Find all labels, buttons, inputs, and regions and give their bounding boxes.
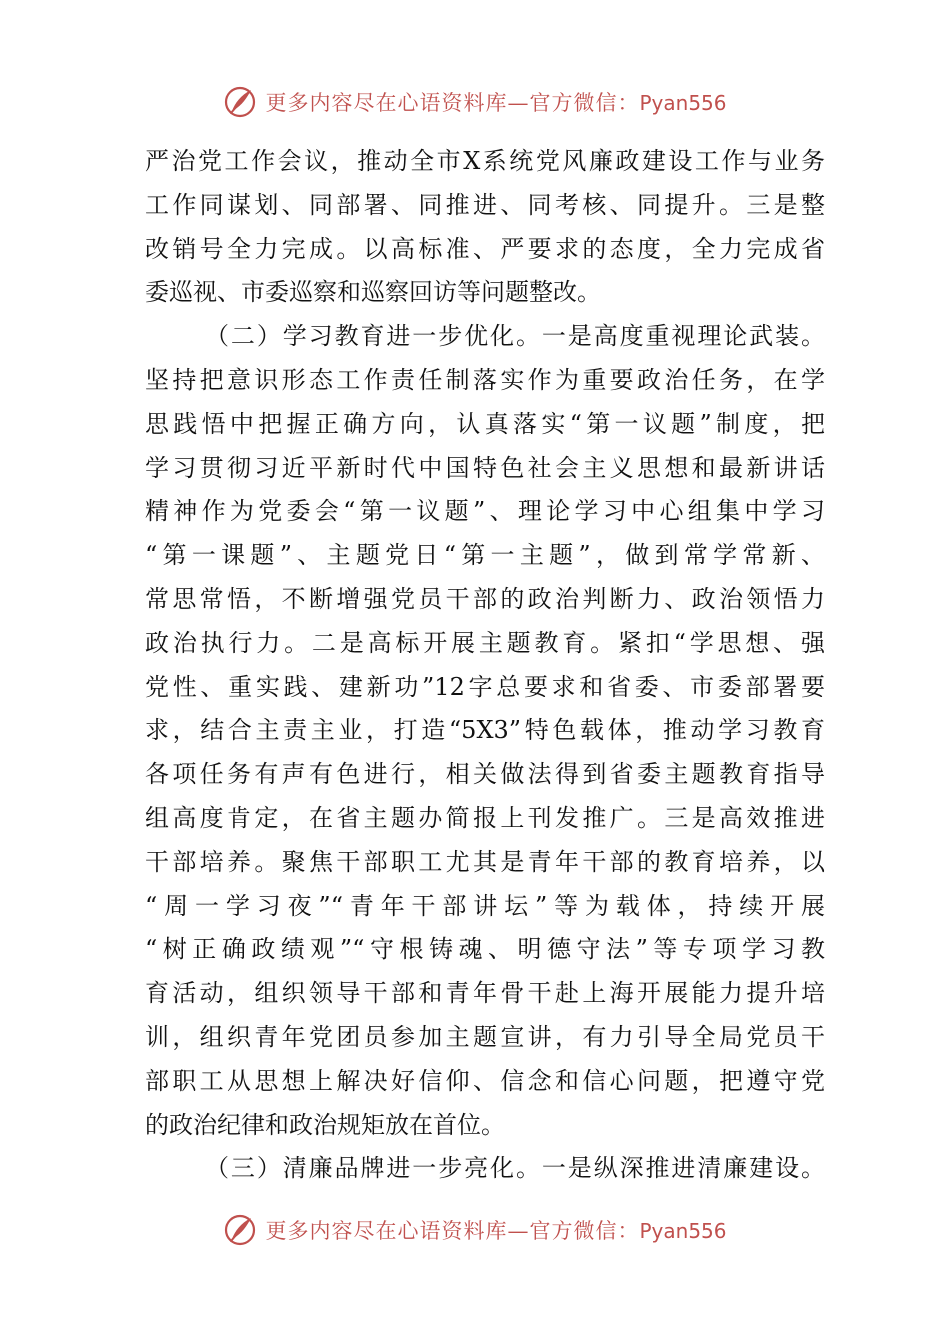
text-line: 组高度肯定，在省主题办简报上刊发推广。三是高效推进 bbox=[145, 803, 825, 832]
text-line: 坚持把意识形态工作责任制落实作为重要政治任务，在学 bbox=[145, 365, 825, 394]
text-line: 的政治纪律和政治规矩放在首位。 bbox=[145, 1110, 505, 1139]
text-line: 常思常悟，不断增强党员干部的政治判断力、政治领悟力 bbox=[145, 584, 825, 613]
text-line: 委巡视、市委巡察和巡察回访等问题整改。 bbox=[145, 278, 601, 307]
watermark-text: 更多内容尽在心语资料库—官方微信：Pyan556 bbox=[265, 1219, 727, 1243]
text-line: “第一课题”、主题党日“第一主题”，做到常学常新、 bbox=[145, 541, 825, 570]
header-watermark bbox=[0, 82, 950, 122]
text-line: 学习贯彻习近平新时代中国特色社会主义思想和最新讲话 bbox=[145, 453, 825, 482]
text-line: 精神作为党委会“第一议题”、理论学习中心组集中学习 bbox=[145, 497, 825, 526]
text-line: （二）学习教育进一步优化。一是高度重视理论武装。 bbox=[205, 322, 825, 351]
text-line: 干部培养。聚焦干部职工尤其是青年干部的教育培养，以 bbox=[145, 847, 825, 876]
text-line: 思践悟中把握正确方向，认真落实“第一议题”制度，把 bbox=[145, 409, 825, 438]
text-line: 党性、重实践、建新功”12字总要求和省委、市委部署要 bbox=[145, 672, 825, 701]
text-line: 各项任务有声有色进行，相关做法得到省委主题教育指导 bbox=[145, 760, 825, 789]
text-line: （三）清廉品牌进一步亮化。一是纵深推进清廉建设。 bbox=[205, 1154, 825, 1183]
quill-logo-icon bbox=[223, 85, 257, 119]
document-body bbox=[145, 140, 825, 1191]
text-line: “树正确政绩观”“守根铸魂、明德守法”等专项学习教 bbox=[145, 935, 825, 964]
text-line: 部职工从思想上解决好信仰、信念和信心问题，把遵守党 bbox=[145, 1066, 825, 1095]
text-line: 政治执行力。二是高标开展主题教育。紧扣“学思想、强 bbox=[145, 628, 825, 657]
text-line: 工作同谋划、同部署、同推进、同考核、同提升。三是整 bbox=[145, 190, 825, 219]
text-line: 训，组织青年党团员参加主题宣讲，有力引导全局党员干 bbox=[145, 1022, 825, 1051]
quill-logo-icon bbox=[223, 1213, 257, 1247]
text-line: 育活动，组织领导干部和青年骨干赴上海开展能力提升培 bbox=[145, 979, 825, 1008]
text-line: “周一学习夜”“青年干部讲坛”等为载体，持续开展 bbox=[145, 891, 825, 920]
text-line: 求，结合主责主业，打造“5X3”特色载体，推动学习教育 bbox=[145, 716, 825, 745]
text-line: 改销号全力完成。以高标准、严要求的态度，全力完成省 bbox=[145, 234, 825, 263]
footer-watermark bbox=[0, 1210, 950, 1250]
text-line: 严治党工作会议，推动全市X系统党风廉政建设工作与业务 bbox=[145, 147, 825, 175]
watermark-text: 更多内容尽在心语资料库—官方微信：Pyan556 bbox=[265, 91, 727, 115]
